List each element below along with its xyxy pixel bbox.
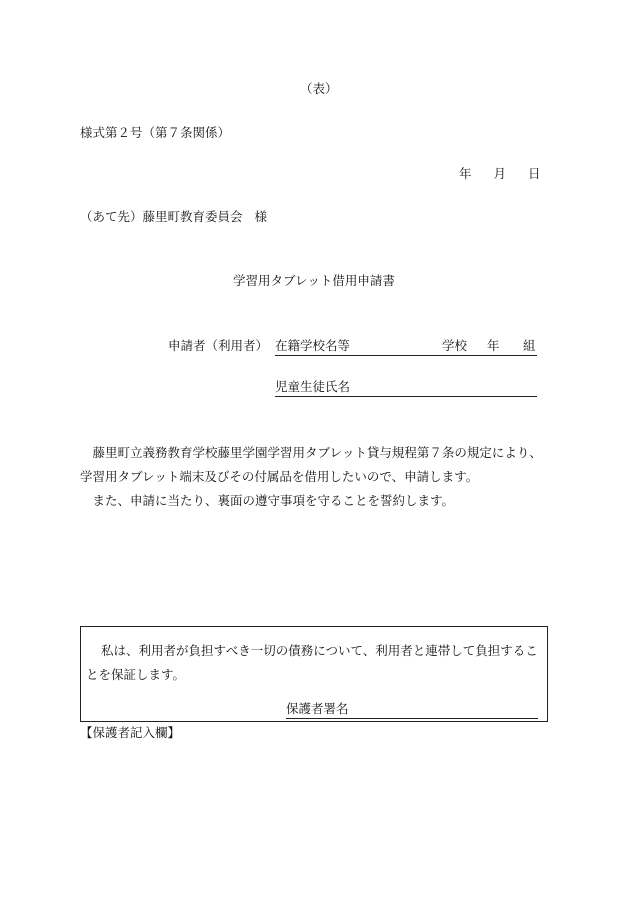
addressee-honorific: 様 bbox=[254, 209, 268, 224]
applicant-label: 申請者（利用者） bbox=[168, 338, 269, 353]
student-name-field[interactable] bbox=[275, 380, 537, 397]
guarantee-text-block bbox=[86, 639, 544, 687]
addressee-name: （あて先）藤里町教育委員会 bbox=[80, 209, 243, 224]
date-month-label: 月 bbox=[493, 166, 507, 181]
guardian-section-caption: 【保護者記入欄】 bbox=[80, 725, 181, 740]
date-day-label: 日 bbox=[528, 166, 541, 181]
addressee bbox=[80, 211, 267, 224]
body-paragraph-2: また、申請に当たり、裏面の遵守事項を守ることを誓約します。 bbox=[92, 493, 455, 508]
side-label: （表） bbox=[300, 81, 338, 96]
form-number: 様式第２号（第７条関係） bbox=[80, 125, 231, 140]
document-title: 学習用タブレット借用申請書 bbox=[233, 273, 395, 288]
application-body bbox=[80, 441, 550, 513]
student-name-label: 児童生徒氏名 bbox=[275, 379, 351, 394]
school-suffix-label: 学校 bbox=[442, 338, 468, 353]
guarantee-text: 私は、利用者が負担すべき一切の債務について、利用者と連帯して負担することを保証します。 bbox=[86, 643, 538, 682]
class-suffix-label: 組 bbox=[523, 338, 536, 353]
guardian-signature-label: 保護者署名 bbox=[286, 701, 349, 716]
school-name-label: 在籍学校名等 bbox=[275, 338, 351, 353]
guardian-signature-field[interactable] bbox=[286, 702, 538, 719]
school-name-field[interactable] bbox=[275, 339, 537, 356]
date-row bbox=[459, 168, 541, 181]
body-paragraph-1: 藤里町立義務教育学校藤里学園学習用タブレット貸与規程第７条の規定により、学習用タブレット端末及びその付属品を借用したいので、申請します。 bbox=[80, 445, 542, 484]
date-year-label: 年 bbox=[459, 166, 472, 181]
grade-suffix-label: 年 bbox=[487, 338, 500, 353]
guardian-box bbox=[80, 626, 548, 722]
